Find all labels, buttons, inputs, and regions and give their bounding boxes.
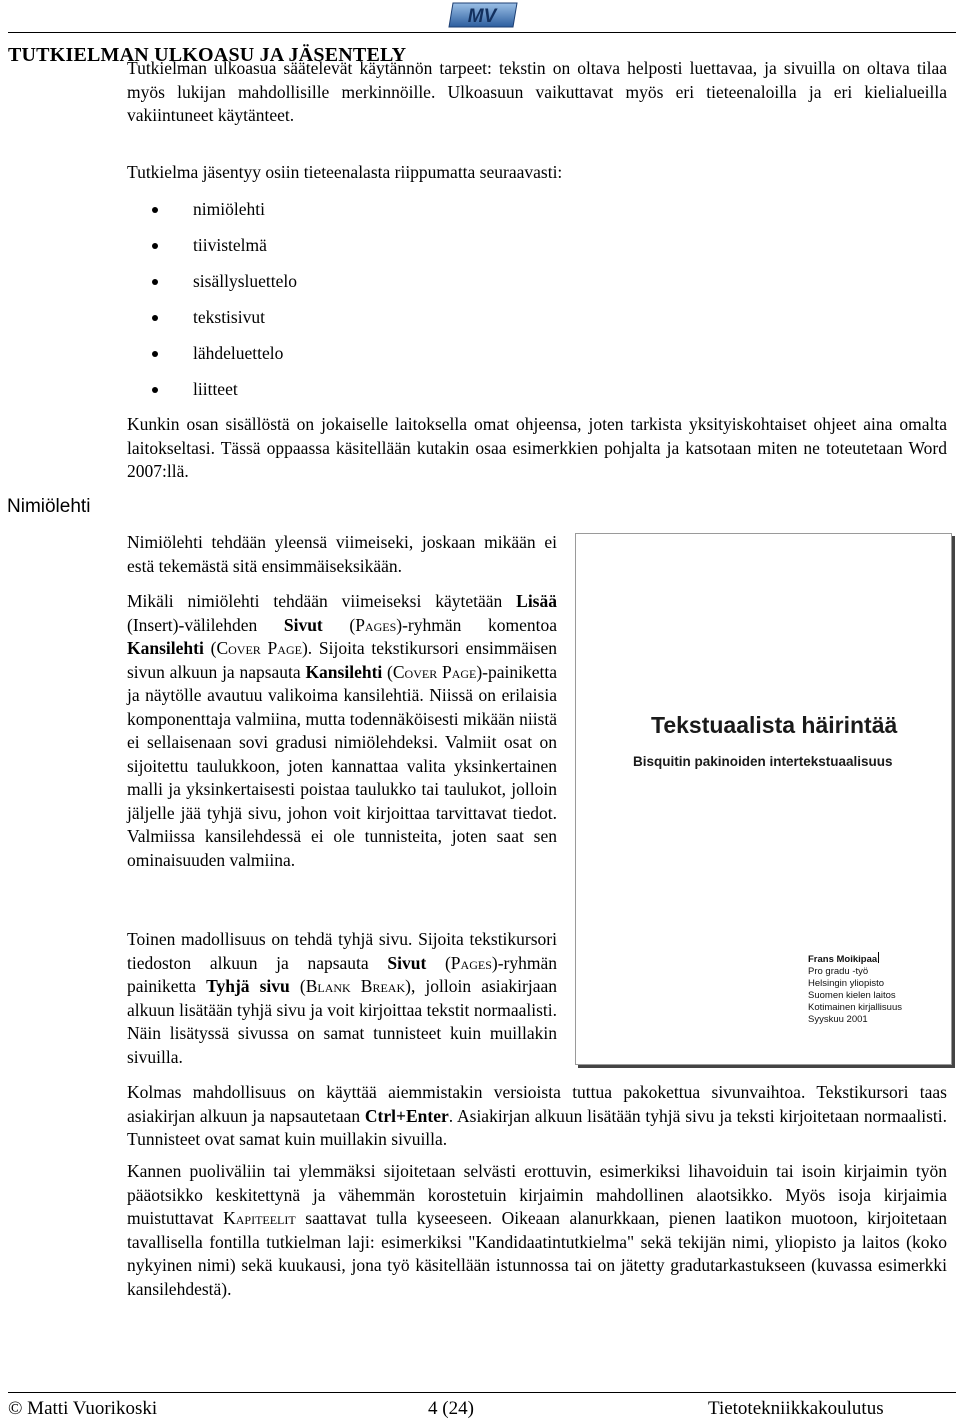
section-text: Mikäli nimiölehti tehdään viimeiseksi käytetään Lisää (Insert)-välilehden Sivut (Pages)-ryhmän komentoa Kansilehti (Cover Page). Sijoita tekstikursori ensimmäisen sivun alkuun ja napsauta Kansilehti (Cover Page)-painiketta ja näytölle avautuu valikoima kansilehtiä. Niissä on erilaisia komponenttaja valmiina, mutta todennäköisesti mikään niistä ei sellaisenaan sovi gradusi nimiölehdeksi. Valmiit osat on sijoitettu taulukkoon, joten kannattaa valita yksinkertainen malli ja yksinkertaisesti poistaa taulukko tai taulukot, jolloin jäljelle jää tyhjä sivu, johon voit kirjoittaa tarvittavat tiedot. Valmiissa kansilehdessä ei ole tunnisteita, joten saat sen ominaisuuden valmiina. <box>127 591 558 870</box>
instructions-paragraph <box>127 413 947 484</box>
instructions-text: Kunkin osan sisällöstä on jokaiselle laitoksella omat ohjeensa, joten tarkista yksityiskohtaiset ohjeet aina omalta laitokseltasi. Tässä oppaassa käsitellään kutakin osaa esimerkkien pohjalta ja katsotaan miten ne toteutetaan Word 2007:llä. <box>127 414 947 481</box>
section-paragraph-3 <box>127 928 557 1069</box>
section-text: Nimiölehti tehdään yleensä viimeiseki, joskaan mikään ei estä tekemästä sitä ensimmäiseksikään. <box>127 532 557 576</box>
cover-line: Helsingin yliopisto <box>808 978 885 989</box>
section-text: Kannen puoliväliin tai ylemmäksi sijoitetaan selvästi erottuvin, esimerkiksi lihavoiduin tai isoin kirjaimin työn pääotsikko keskitettynä ja vähemmän korostetuin kirjaimin mahdollinen alaotsikko. Myös isoja kirjaimia muistuttavat Kapiteelit saattavat tulla kyseeseen. Oikeaan alanurkkaan, pienen laatikon muotoon, kirjoitetaan tavallisella fontilla tutkielman laji: esimerkiksi "Kandidaatintutkielma" sekä tekijän nimi, yliopisto ja laitos (koko nykyinen nimi) sekä kuukausi, jona työ käsitellään istunnossa tai on jätetty gradutarkastukseen (kuvassa esimerkki kansilehdestä). <box>127 1161 947 1299</box>
cover-line: Syyskuu 2001 <box>808 1014 868 1025</box>
section-paragraph-4 <box>127 1081 947 1152</box>
header-rule <box>8 32 956 33</box>
structure-intro-text: Tutkielma jäsentyy osiin tieteenalasta riippumatta seuraavasti: <box>127 162 563 182</box>
list-item: lähdeluettelo <box>152 339 297 375</box>
intro-text: Tutkielman ulkoasua säätelevät käytännön tarpeet: tekstin on oltava helposti luettavaa, ja sivuilla on oltava tilaa myös lukijan mahdollisille merkinnöille. Ulkoasuun vaikuttavat myös eri tieteenaloilla ja eri kielialueilla vakiintuneet käytänteet. <box>127 58 947 125</box>
svg-text:MV: MV <box>467 6 497 27</box>
cover-line: Suomen kielen laitos <box>808 990 896 1001</box>
list-item: liitteet <box>152 375 297 411</box>
cover-line: Pro gradu -työ <box>808 966 869 977</box>
section-paragraph-1 <box>127 531 557 578</box>
section-paragraph-5 <box>127 1160 947 1301</box>
section-heading: Nimiölehti <box>7 496 91 517</box>
section-text: Kolmas mahdollisuus on käyttää aiemmistakin versioista tuttua pakokettua sivunvaihtoa. Tekstikursori taas asiakirjan alkuun ja napsautetaan Ctrl+Enter. Asiakirjan alkuun lisätään tyhjä sivu ja teksti kirjoitetaan normaalisti. Tunnisteet ovat samat kuin muillakin sivuilla. <box>127 1082 947 1149</box>
footer-page-number: 4 (24) <box>428 1398 474 1419</box>
footer-rule <box>8 1392 956 1393</box>
cover-author-block <box>808 952 902 1026</box>
parts-list <box>152 195 297 411</box>
cover-author: Frans Moikipaa <box>808 954 878 965</box>
list-item: tekstisivut <box>152 303 297 339</box>
page-title: TUTKIELMAN ULKOASU JA JÄSENTELY <box>8 44 407 66</box>
cover-subtitle: Bisquitin pakinoiden intertekstuaalisuus <box>633 754 893 769</box>
footer-course: Tietotekniikkakoulutus <box>708 1398 884 1419</box>
section-paragraph-2 <box>127 590 557 872</box>
list-item: nimiölehti <box>152 195 297 231</box>
section-text: Toinen madollisuus on tehdä tyhjä sivu. Sijoita tekstikursori tiedoston alkuun ja napsauta Sivut (Pages)-ryhmän painiketta Tyhjä sivu (Blank Break), jolloin asiakirjaan alkuun lisätään tyhjä sivu ja voit kirjoittaa tekstit normaalisti. Näin lisätyssä sivussa on samat tunnisteet kuin muillakin sivuilla. <box>127 929 558 1067</box>
mv-logo <box>447 2 519 28</box>
cover-title: Tekstuaalista häirintää <box>651 712 898 738</box>
cover-line: Kotimainen kirjallisuus <box>808 1002 902 1013</box>
intro-paragraph <box>127 57 947 128</box>
cover-page-example <box>575 533 952 1065</box>
list-item: sisällysluettelo <box>152 267 297 303</box>
structure-intro <box>127 161 947 185</box>
list-item: tiivistelmä <box>152 231 297 267</box>
footer-copyright: © Matti Vuorikoski <box>8 1398 158 1419</box>
text-cursor <box>878 952 879 963</box>
